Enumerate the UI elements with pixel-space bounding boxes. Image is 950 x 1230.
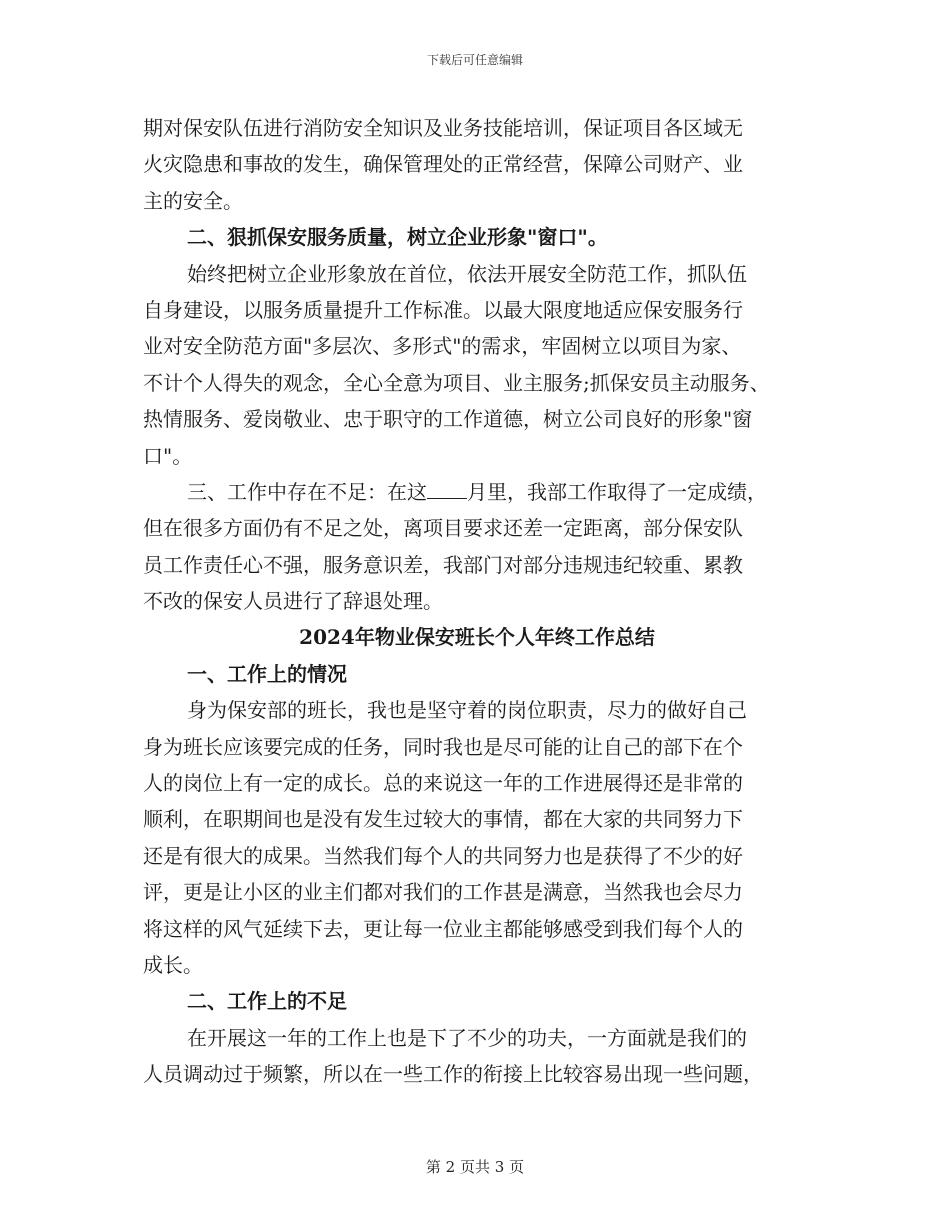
body-line: 在开展这一年的工作上也是下了不少的功夫，一方面就是我们的 bbox=[187, 1025, 747, 1050]
body-line: 热情服务、爱岗敬业、忠于职守的工作道德，树立公司良好的形象"窗 bbox=[143, 407, 753, 432]
body-line: 人员调动过于频繁，所以在一些工作的衔接上比较容易出现一些问题， bbox=[143, 1062, 763, 1087]
body-line: 口"。 bbox=[143, 443, 193, 468]
body-line: 身为保安部的班长，我也是坚守着的岗位职责，尽力的做好自己 bbox=[187, 698, 747, 723]
page-header: 下载后可任意编辑 bbox=[426, 53, 523, 67]
body-line bbox=[143, 474, 811, 510]
body-line: 还是有很大的成果。当然我们每个人的共同努力也是获得了不少的好 bbox=[143, 843, 743, 868]
body-line: 火灾隐患和事故的发生，确保管理处的正常经营，保障公司财产、业 bbox=[143, 152, 743, 177]
page-number: 第 2 页共 3 页 bbox=[425, 1158, 525, 1176]
section-heading: 二、工作上的不足 bbox=[187, 989, 347, 1014]
document-title: 2024年物业保安班长个人年终工作总结 bbox=[299, 625, 655, 650]
body-line: 自身建设，以服务质量提升工作标准。以最大限度地适应保安服务行 bbox=[143, 297, 743, 322]
body-line: 人的岗位上有一定的成长。总的来说这一年的工作进展得还是非常的 bbox=[143, 771, 743, 796]
blank-underline bbox=[427, 478, 467, 499]
body-line: 成长。 bbox=[143, 952, 203, 977]
body-line: 顺利，在职期间也是没有发生过较大的事情，都在大家的共同努力下 bbox=[143, 807, 743, 832]
body-line: 业对安全防范方面"多层次、多形式"的需求，牢固树立以项目为家、 bbox=[143, 334, 742, 359]
body-text: 月里，我部工作取得了一定成绩， bbox=[467, 479, 767, 504]
body-line: 但在很多方面仍有不足之处，离项目要求还差一定距离，部分保安队 bbox=[143, 516, 743, 541]
body-line: 将这样的风气延续下去，更让每一位业主都能够感受到我们每个人的 bbox=[143, 916, 743, 941]
body-line: 身为班长应该要完成的任务，同时我也是尽可能的让自己的部下在个 bbox=[143, 734, 743, 759]
body-line: 期对保安队伍进行消防安全知识及业务技能培训，保证项目各区域无 bbox=[143, 116, 743, 140]
body-line: 始终把树立企业形象放在首位，依法开展安全防范工作，抓队伍 bbox=[187, 261, 747, 286]
document-body bbox=[143, 110, 811, 1093]
body-line: 不改的保安人员进行了辞退处理。 bbox=[143, 589, 443, 614]
section-heading: 一、工作上的情况 bbox=[187, 661, 347, 686]
body-line: 不计个人得失的观念，全心全意为项目、业主服务;抓保安员主动服务、 bbox=[143, 370, 770, 395]
body-line: 主的安全。 bbox=[143, 188, 243, 213]
body-line: 员工作责任心不强，服务意识差，我部门对部分违规违纪较重、累教 bbox=[143, 552, 743, 577]
section-heading: 二、狠抓保安服务质量，树立企业形象"窗口"。 bbox=[187, 225, 608, 250]
body-line: 评，更是让小区的业主们都对我们的工作甚是满意，当然我也会尽力 bbox=[143, 880, 743, 905]
body-text: 三、工作中存在不足：在这 bbox=[187, 479, 427, 504]
